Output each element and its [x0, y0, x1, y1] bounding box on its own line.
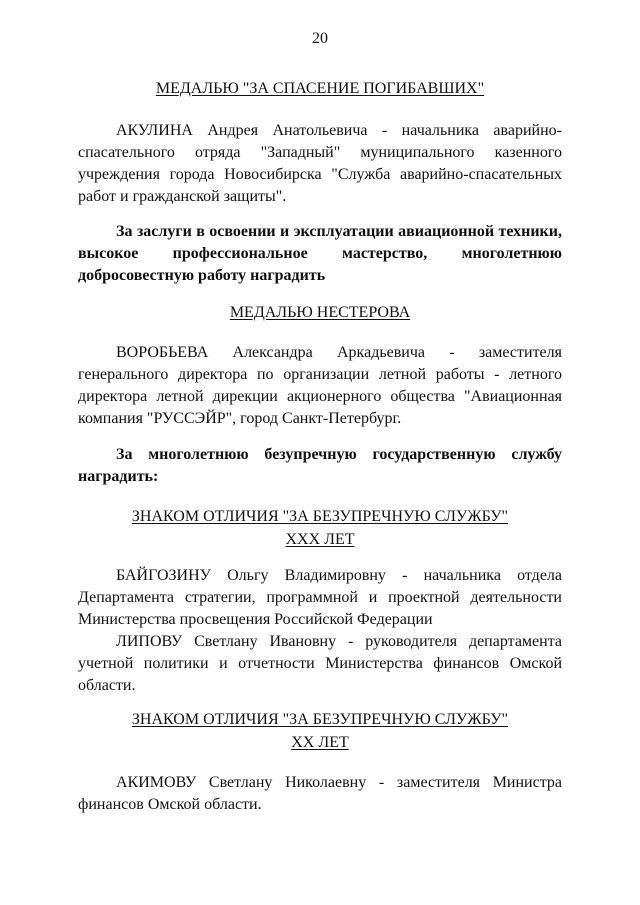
medal-rescue-heading — [78, 77, 562, 100]
badge-30-heading — [78, 505, 562, 551]
award-baygozina-paragraph: БАЙГОЗИНУ Ольгу Владимировну - начальника отдела Департамента стратегии, программной и проектной деятельности Министерства просвещения Российской Федерации — [78, 567, 562, 628]
medal-rescue-heading-text: МЕДАЛЬЮ "ЗА СПАСЕНИЕ ПОГИБАВШИХ" — [155, 80, 485, 97]
award-akimova-paragraph: АКИМОВУ Светлану Николаевну - заместителя Министра финансов Омской области. — [78, 774, 562, 813]
civil-service-decree: За многолетнюю безупречную государственную службу наградить: — [78, 446, 562, 485]
badge-20-heading-line1: ЗНАКОМ ОТЛИЧИЯ "ЗА БЕЗУПРЕЧНУЮ СЛУЖБУ" — [131, 711, 509, 728]
award-lipova-paragraph: ЛИПОВУ Светлану Ивановну - руководителя департамента учетной политики и отчетности Министерства финансов Омской области. — [78, 633, 562, 694]
nesterov-medal-heading — [78, 301, 562, 324]
award-vorobyev-paragraph: ВОРОБЬЕВА Александра Аркадьевича - заместителя генерального директора по организации летной работы - летного директора летной дирекции акционерного общества "Авиационная компания "РУССЭЙР", город Санкт-Петербург. — [78, 344, 562, 427]
nesterov-medal-heading-text: МЕДАЛЬЮ НЕСТЕРОВА — [229, 304, 411, 321]
award-akulin-paragraph: АКУЛИНА Андрея Анатольевича - начальника аварийно-спасательного отряда "Западный" муниципального казенного учреждения города Новосибирска "Служба аварийно-спасательных работ и гражданской защиты". — [78, 122, 562, 205]
badge-30-heading-line1: ЗНАКОМ ОТЛИЧИЯ "ЗА БЕЗУПРЕЧНУЮ СЛУЖБУ" — [131, 508, 509, 525]
badge-20-heading-line2: XX ЛЕТ — [291, 734, 349, 751]
badge-30-heading-line2: XXX ЛЕТ — [285, 531, 355, 548]
aviation-merit-decree: За заслуги в освоении и эксплуатации авиационной техники, высокое профессиональное мастерство, многолетнюю добросовестную работу наградить — [78, 223, 562, 284]
badge-20-heading — [78, 708, 562, 754]
page-number: 20 — [312, 30, 328, 47]
